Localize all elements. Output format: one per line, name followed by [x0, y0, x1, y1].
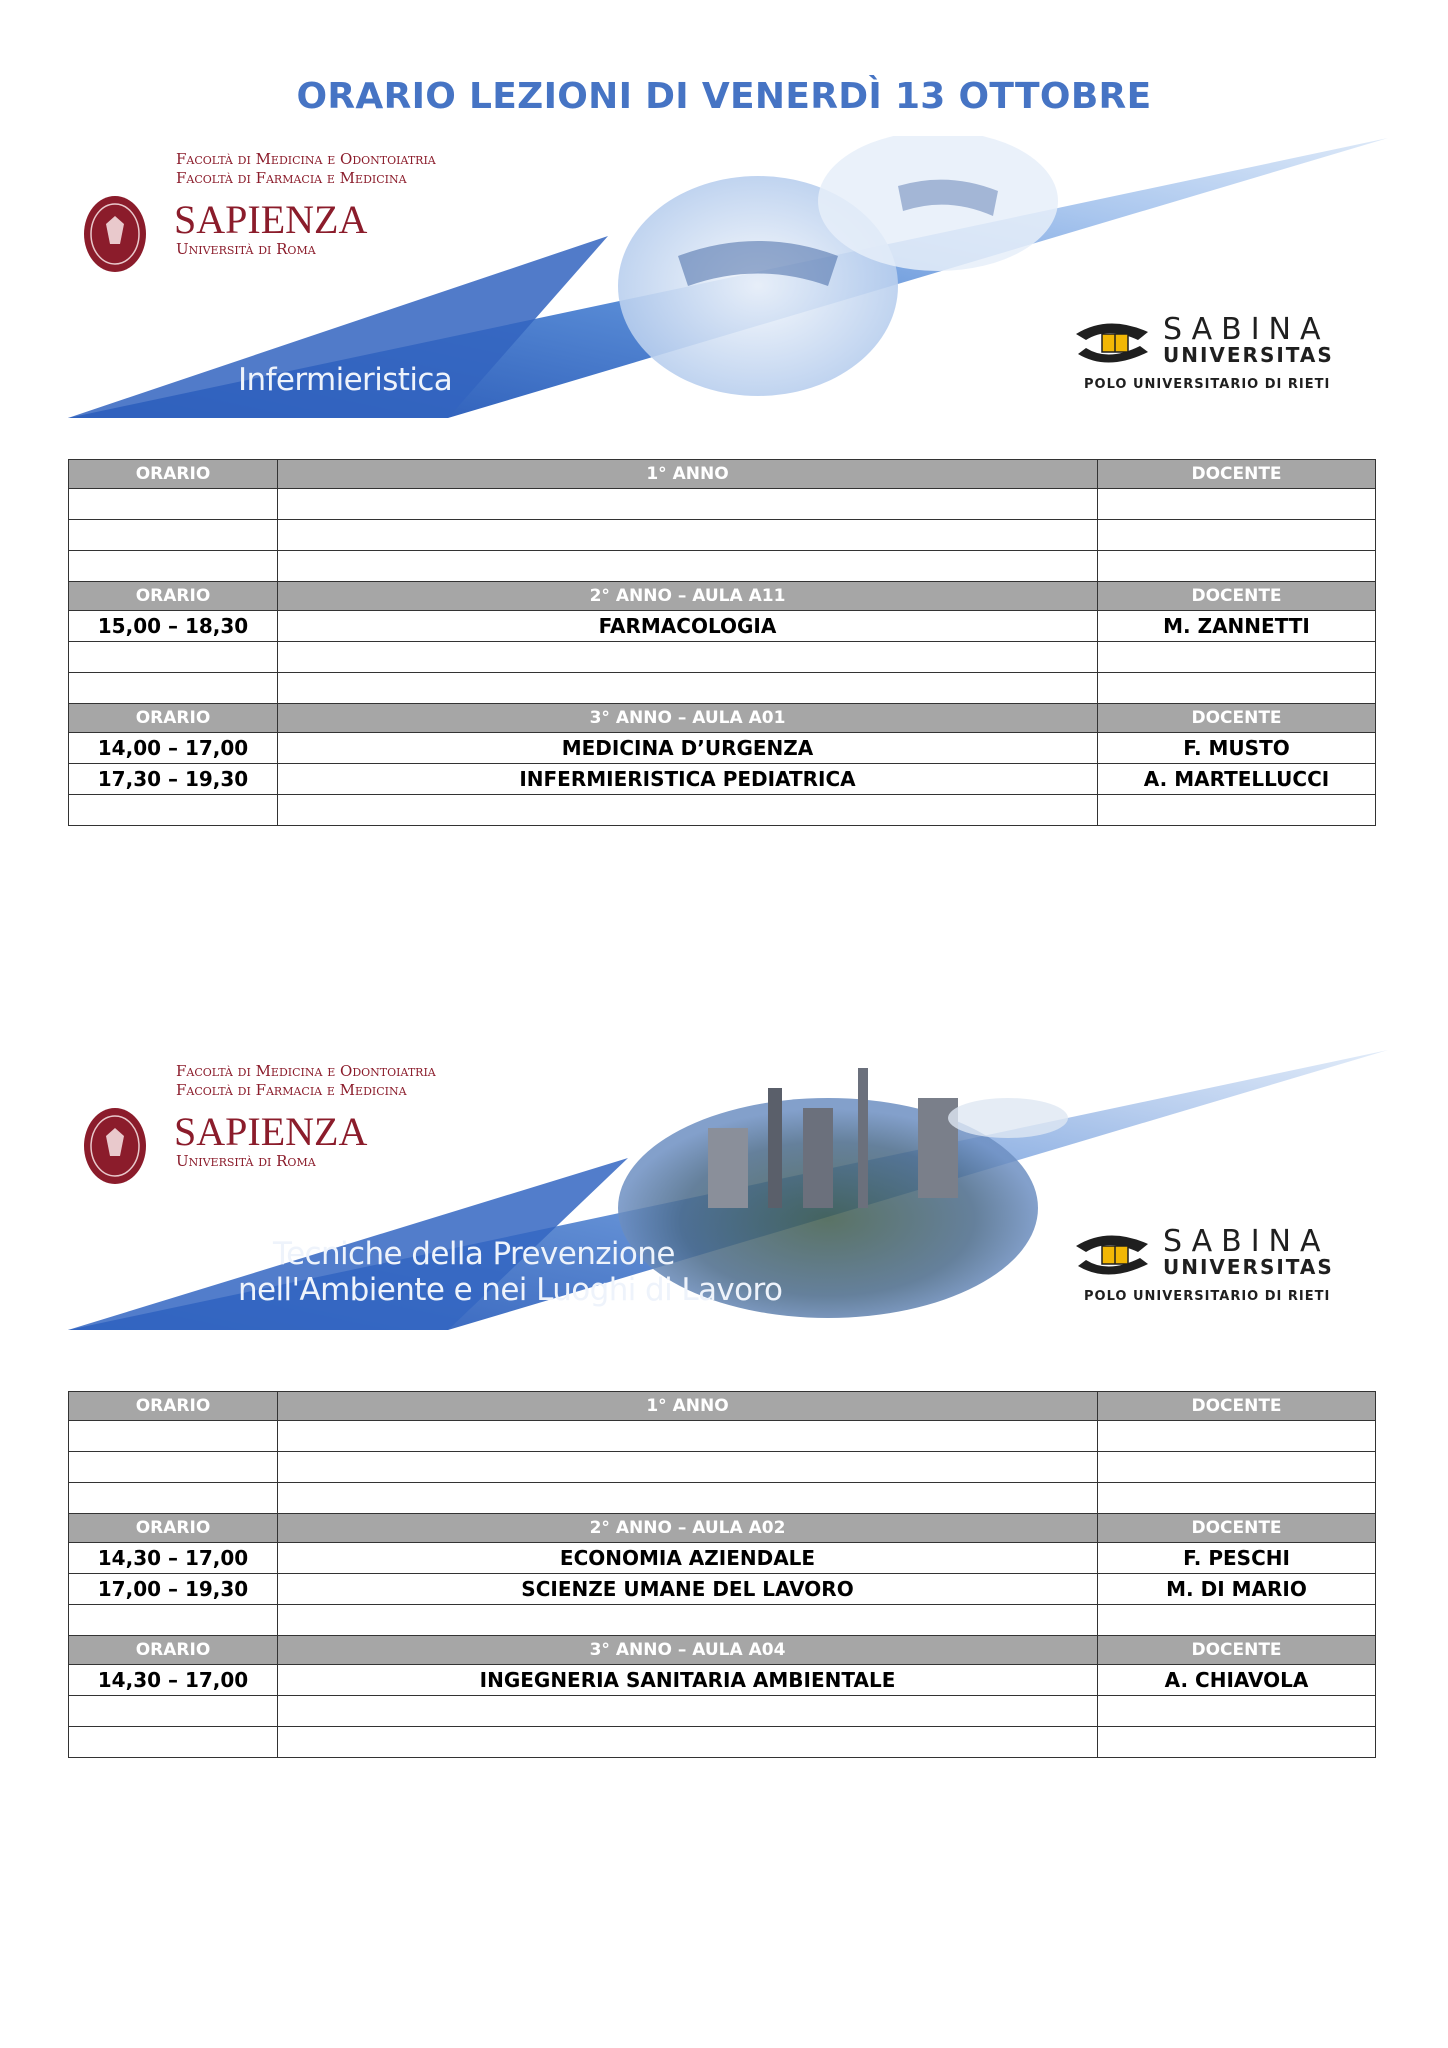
header-cell-orario: ORARIO [69, 1392, 278, 1421]
faculty-line-2: Facoltà di Farmacia e Medicina [176, 1081, 407, 1099]
table-header-row [69, 1636, 1376, 1665]
cell-time [69, 1727, 278, 1758]
cell-time [69, 1452, 278, 1483]
header-cell-docente: DOCENTE [1098, 1392, 1376, 1421]
cell-subject [278, 1483, 1098, 1514]
cell-time: 17,30 – 19,30 [69, 764, 278, 795]
cell-time: 14,00 – 17,00 [69, 733, 278, 764]
course-title: Infermieristica [238, 362, 453, 398]
header-cell-docente: DOCENTE [1098, 1636, 1376, 1665]
cell-teacher [1098, 795, 1376, 826]
partner-subtitle: UNIVERSITAS [1163, 1255, 1334, 1279]
cell-subject [278, 1696, 1098, 1727]
course-title-line-1: Tecniche della Prevenzione [273, 1236, 675, 1272]
faculty-line-1: Facoltà di Medicina e Odontoiatria [176, 1062, 436, 1080]
header-cell-year: 2° ANNO – AULA A02 [278, 1514, 1098, 1543]
cell-subject [278, 1452, 1098, 1483]
cell-teacher [1098, 1421, 1376, 1452]
partner-tagline: POLO UNIVERSITARIO DI RIETI [1084, 1289, 1331, 1304]
cell-time: 14,30 – 17,00 [69, 1543, 278, 1574]
cell-subject [278, 489, 1098, 520]
partner-subtitle: UNIVERSITAS [1163, 343, 1334, 367]
partner-name: SABINA [1163, 1224, 1330, 1259]
sapienza-seal-icon [82, 194, 148, 274]
table-row [69, 489, 1376, 520]
cell-subject: FARMACOLOGIA [278, 611, 1098, 642]
table-row [69, 1421, 1376, 1452]
cell-time [69, 1696, 278, 1727]
cell-subject: ECONOMIA AZIENDALE [278, 1543, 1098, 1574]
cell-subject: INGEGNERIA SANITARIA AMBIENTALE [278, 1665, 1098, 1696]
table-header-row [69, 582, 1376, 611]
cell-subject: MEDICINA D’URGENZA [278, 733, 1098, 764]
header-cell-docente: DOCENTE [1098, 704, 1376, 733]
table-header-row [69, 1392, 1376, 1421]
header-cell-orario: ORARIO [69, 1636, 278, 1665]
cell-time [69, 1483, 278, 1514]
course-title-line-2: nell'Ambiente e nei Luoghi di Lavoro [238, 1272, 783, 1308]
cell-time [69, 1605, 278, 1636]
table-row [69, 551, 1376, 582]
cell-time [69, 551, 278, 582]
table-header-row [69, 460, 1376, 489]
cell-teacher [1098, 642, 1376, 673]
cell-subject [278, 642, 1098, 673]
cell-subject: SCIENZE UMANE DEL LAVORO [278, 1574, 1098, 1605]
table-row [69, 795, 1376, 826]
cell-time [69, 642, 278, 673]
sabina-universitas-logo [1068, 314, 1368, 404]
cell-subject [278, 1605, 1098, 1636]
table-row [69, 1543, 1376, 1574]
table-row [69, 764, 1376, 795]
cell-teacher: M. DI MARIO [1098, 1574, 1376, 1605]
sapienza-seal-icon [82, 1106, 148, 1186]
university-name: SAPIENZA [174, 197, 368, 242]
cell-teacher [1098, 1605, 1376, 1636]
cell-time [69, 489, 278, 520]
schedule-table-infermieristica [68, 459, 1376, 826]
cell-time [69, 520, 278, 551]
table-header-row [69, 704, 1376, 733]
table-row [69, 1665, 1376, 1696]
cell-time: 15,00 – 18,30 [69, 611, 278, 642]
cell-teacher: F. MUSTO [1098, 733, 1376, 764]
header-cell-docente: DOCENTE [1098, 460, 1376, 489]
cell-time [69, 1421, 278, 1452]
course-banner-prevenzione [68, 1048, 1388, 1333]
cell-time: 14,30 – 17,00 [69, 1665, 278, 1696]
table-row [69, 1605, 1376, 1636]
header-cell-orario: ORARIO [69, 582, 278, 611]
cell-time [69, 673, 278, 704]
university-name: SAPIENZA [174, 1109, 368, 1154]
university-subtitle: Università di Roma [176, 240, 316, 258]
cell-subject [278, 520, 1098, 551]
cell-teacher: A. MARTELLUCCI [1098, 764, 1376, 795]
cell-teacher [1098, 551, 1376, 582]
table-row [69, 642, 1376, 673]
page-title: ORARIO LEZIONI DI VENERDÌ 13 OTTOBRE [296, 76, 1152, 117]
table-row [69, 1483, 1376, 1514]
faculty-line-1: Facoltà di Medicina e Odontoiatria [176, 150, 436, 168]
cell-teacher [1098, 520, 1376, 551]
course-banner-infermieristica [68, 136, 1388, 421]
table-row [69, 1574, 1376, 1605]
header-cell-year: 1° ANNO [278, 460, 1098, 489]
table-header-row [69, 1514, 1376, 1543]
header-cell-year: 2° ANNO – AULA A11 [278, 582, 1098, 611]
cell-teacher [1098, 1483, 1376, 1514]
partner-name: SABINA [1163, 312, 1330, 347]
cell-time: 17,00 – 19,30 [69, 1574, 278, 1605]
header-cell-orario: ORARIO [69, 1514, 278, 1543]
cell-teacher [1098, 1727, 1376, 1758]
header-cell-year: 1° ANNO [278, 1392, 1098, 1421]
university-subtitle: Università di Roma [176, 1152, 316, 1170]
cell-teacher: A. CHIAVOLA [1098, 1665, 1376, 1696]
header-cell-orario: ORARIO [69, 704, 278, 733]
sabina-book-icon [1068, 1226, 1158, 1286]
cell-teacher [1098, 1452, 1376, 1483]
cell-subject [278, 1727, 1098, 1758]
sabina-universitas-logo [1068, 1226, 1368, 1316]
table-row [69, 1696, 1376, 1727]
sabina-book-icon [1068, 314, 1158, 374]
schedule-table-prevenzione [68, 1391, 1376, 1758]
cell-teacher [1098, 673, 1376, 704]
cell-subject [278, 673, 1098, 704]
cell-time [69, 795, 278, 826]
cell-teacher: M. ZANNETTI [1098, 611, 1376, 642]
cell-subject: INFERMIERISTICA PEDIATRICA [278, 764, 1098, 795]
cell-subject [278, 795, 1098, 826]
header-cell-year: 3° ANNO – AULA A04 [278, 1636, 1098, 1665]
table-row [69, 733, 1376, 764]
table-row [69, 1452, 1376, 1483]
cell-teacher [1098, 1696, 1376, 1727]
cell-teacher [1098, 489, 1376, 520]
faculty-line-2: Facoltà di Farmacia e Medicina [176, 169, 407, 187]
partner-tagline: POLO UNIVERSITARIO DI RIETI [1084, 377, 1331, 392]
table-row [69, 1727, 1376, 1758]
table-row [69, 673, 1376, 704]
header-cell-docente: DOCENTE [1098, 582, 1376, 611]
cell-subject [278, 1421, 1098, 1452]
header-cell-orario: ORARIO [69, 460, 278, 489]
cell-subject [278, 551, 1098, 582]
cell-teacher: F. PESCHI [1098, 1543, 1376, 1574]
header-cell-docente: DOCENTE [1098, 1514, 1376, 1543]
header-cell-year: 3° ANNO – AULA A01 [278, 704, 1098, 733]
table-row [69, 611, 1376, 642]
table-row [69, 520, 1376, 551]
